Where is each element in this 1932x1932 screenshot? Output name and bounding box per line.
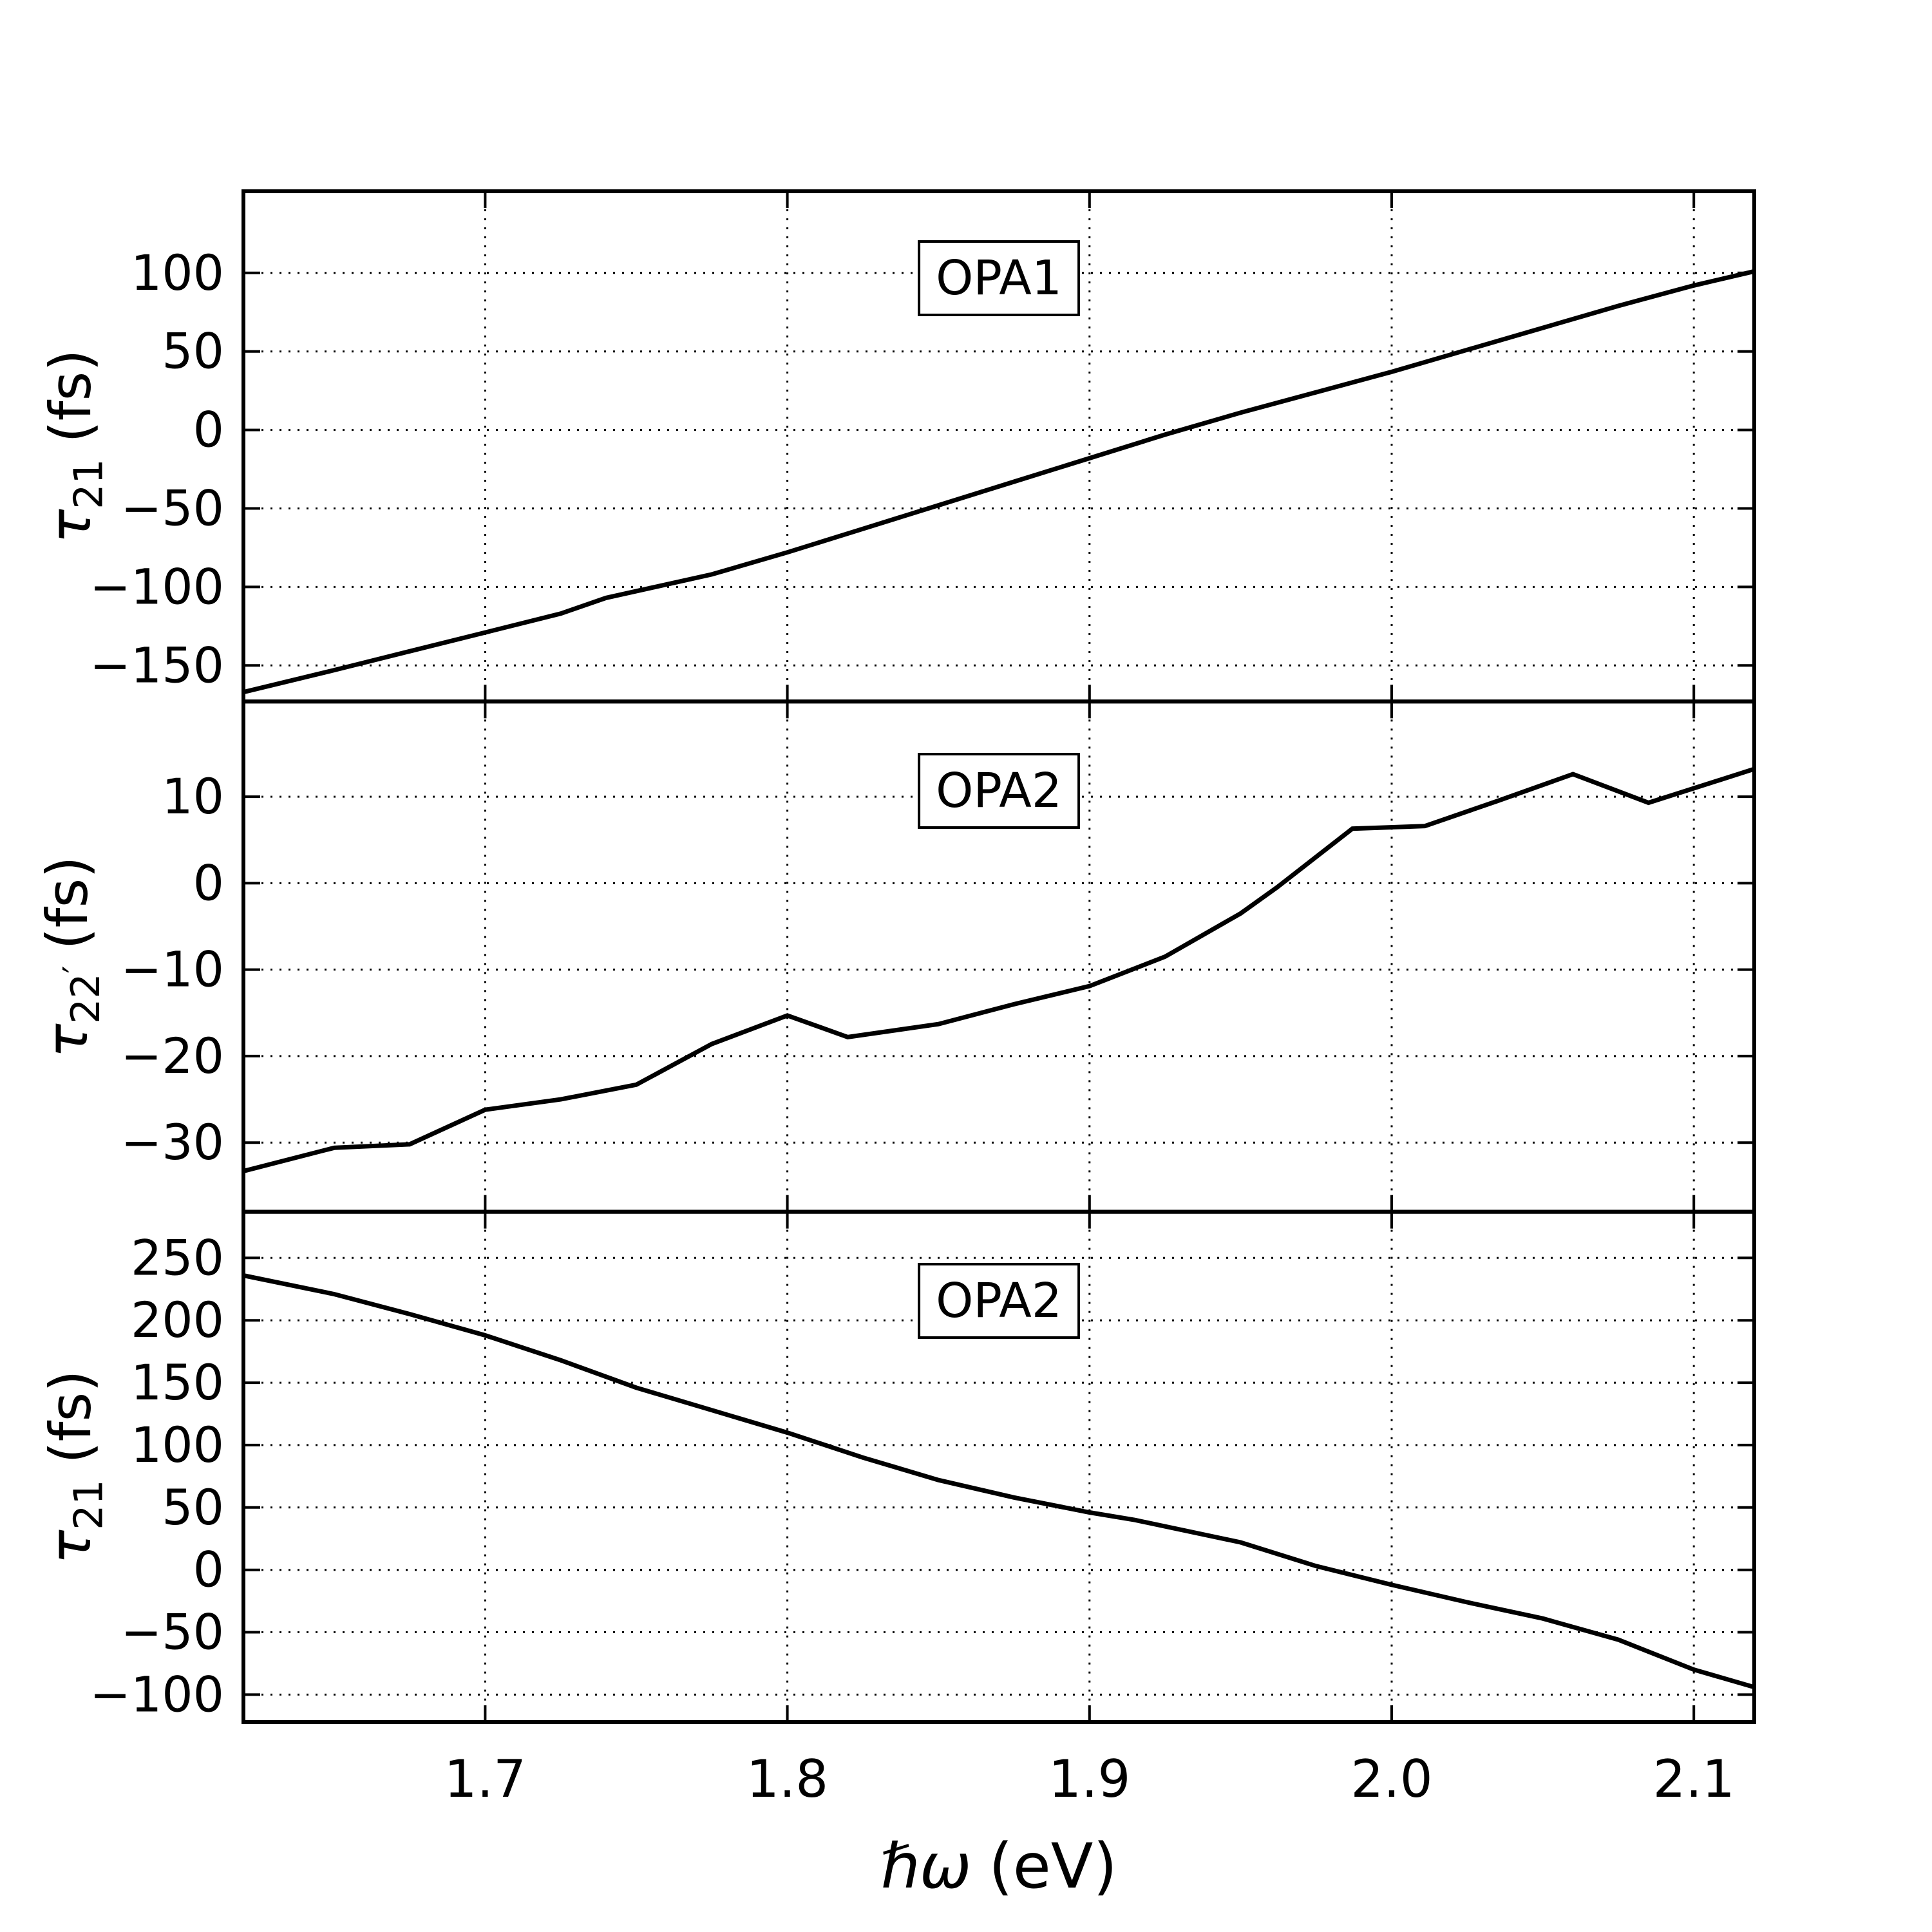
tau-subscript: 21 [65,459,112,509]
y-tick-label: −100 [90,1665,224,1723]
x-tick-label: 1.7 [444,1749,527,1809]
y-tick-label: −10 [120,940,224,998]
tau-subscript [56,965,109,1024]
x-tick-label: 1.9 [1048,1749,1131,1809]
x-tick-label: 1.8 [746,1749,829,1809]
y-axis-label-bottom [37,1370,112,1564]
y-tick-label: −50 [120,1603,224,1661]
y-axis-label-middle [34,856,109,1058]
tau-symbol: τ [37,509,104,544]
y-tick-label: 200 [130,1291,224,1349]
y-tick-label: 50 [162,322,224,380]
y-tick-label: 100 [130,243,224,301]
tau-symbol: τ [34,1023,100,1058]
y-tick-label: −100 [90,558,224,616]
y-tick-label: 10 [162,768,224,826]
y-tick-label: 0 [193,854,224,912]
y-axis-label-top [37,349,112,544]
panel-label-bottom: OPA2 [918,1263,1080,1339]
x-tick-label: 2.0 [1350,1749,1433,1809]
unit-label: (fs) [34,856,100,950]
y-tick-label: −150 [90,636,224,694]
prime-mark: ′ [56,965,96,974]
tau-subscript-digits: 22 [62,973,109,1024]
panel-label-top: OPA1 [918,240,1080,316]
hbar-omega-symbol: ℏω [880,1830,972,1902]
y-tick-label: 250 [130,1229,224,1287]
unit-label: (eV) [989,1830,1117,1902]
tau-subscript: 21 [65,1479,112,1530]
y-tick-label: 50 [162,1478,224,1536]
x-tick-label: 2.1 [1653,1749,1735,1809]
y-tick-label: 150 [130,1354,224,1412]
x-axis-label [880,1830,1117,1902]
unit-label: (fs) [37,349,104,443]
unit-label: (fs) [37,1370,104,1464]
y-tick-label: 0 [193,1540,224,1598]
y-tick-label: 0 [193,401,224,459]
panel-label-middle: OPA2 [918,753,1080,829]
y-tick-label: −50 [120,479,224,537]
y-tick-label: −20 [120,1027,224,1084]
y-tick-label: −30 [120,1113,224,1171]
curve-top-opa1 [243,271,1754,692]
y-tick-label: 100 [130,1416,224,1473]
tau-symbol: τ [37,1530,104,1564]
